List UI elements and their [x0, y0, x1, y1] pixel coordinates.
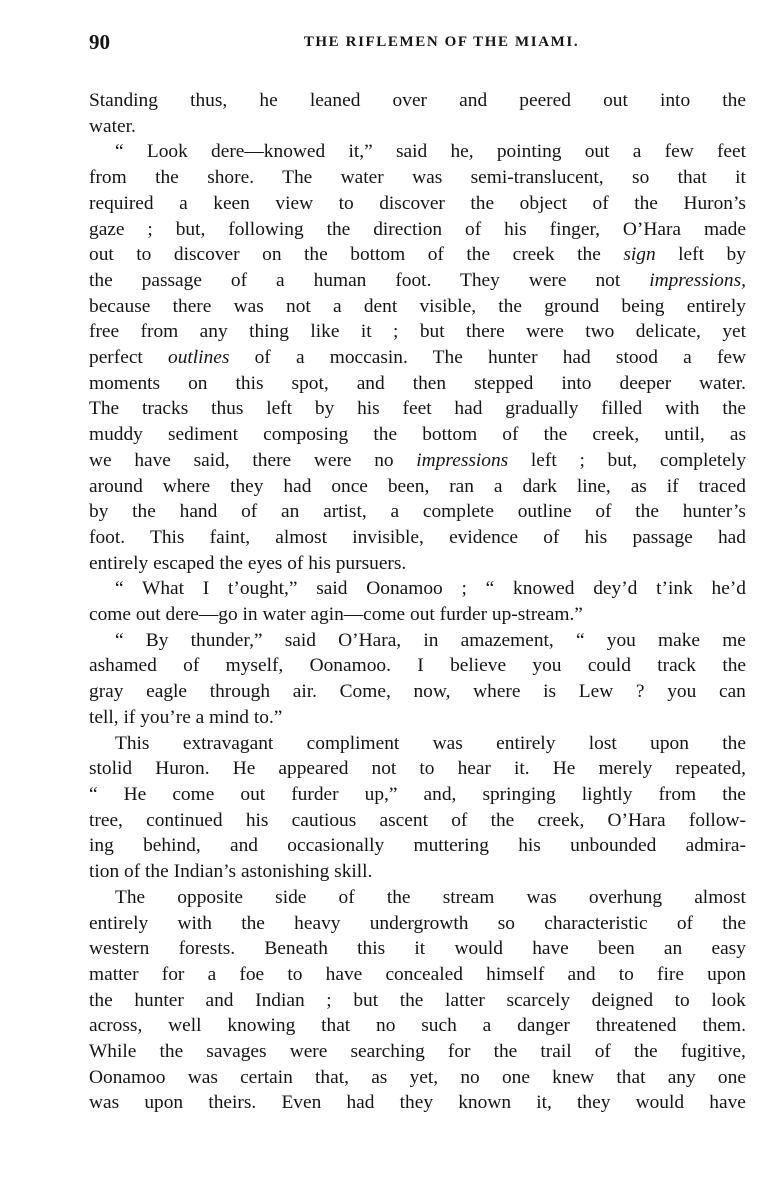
- running-title: THE RIFLEMEN OF THE MIAMI.: [303, 34, 580, 50]
- text-line: around where they had once been, ran a dark line, as if traced: [89, 475, 746, 497]
- text-line: the passage of a human foot. They were not impressions,: [89, 269, 746, 291]
- text-line: gaze ; but, following the direction of his finger, O’Hara made: [89, 218, 746, 240]
- text-line: stolid Huron. He appeared not to hear it. He merely repeated,: [89, 758, 746, 780]
- text-line: was upon theirs. Even had they known it, they would have: [89, 1092, 746, 1114]
- text-line: moments on this spot, and then stepped into deeper water.: [89, 372, 747, 394]
- text-line: come out dere—go in water agin—come out furder up-stream.”: [89, 604, 583, 626]
- text-line: “ Look dere—knowed it,” said he, pointing out a few feet: [115, 141, 747, 163]
- text-line: water.: [89, 115, 136, 137]
- text-line: “ What I t’ought,” said Oonamoo ; “ knowed dey’d t’ink he’d: [115, 578, 746, 600]
- text-line: required a keen view to discover the object of the Huron’s: [89, 192, 746, 214]
- text-line: Oonamoo was certain that, as yet, no one knew that any one: [89, 1066, 746, 1088]
- text-line: by the hand of an artist, a complete outline of the hunter’s: [89, 501, 746, 523]
- text-line: perfect outlines of a moccasin. The hunter had stood a few: [89, 347, 747, 369]
- text-line: “ He come out furder up,” and, springing lightly from the: [89, 783, 746, 805]
- text-line: because there was not a dent visible, the ground being entirely: [89, 295, 746, 317]
- paragraph: [89, 885, 746, 1116]
- text-line: entirely with the heavy undergrowth so characteristic of the: [89, 912, 746, 934]
- text-line: foot. This faint, almost invisible, evidence of his passage had: [89, 526, 746, 548]
- text-line: out to discover on the bottom of the creek the sign left by: [89, 244, 746, 266]
- text-line: we have said, there were no impressions left ; but, completely: [89, 449, 747, 471]
- text-line: tell, if you’re a mind to.”: [89, 706, 283, 728]
- text-line: muddy sediment composing the bottom of the creek, until, as: [89, 424, 747, 446]
- paragraph: [89, 731, 746, 885]
- paragraph: [89, 628, 746, 731]
- text-line: matter for a foe to have concealed himself and to fire upon: [89, 963, 746, 985]
- text-line: Standing thus, he leaned over and peered out into the: [89, 90, 746, 111]
- text-line: across, well knowing that no such a danger threatened them.: [89, 1015, 746, 1037]
- text-line: This extravagant compliment was entirely lost upon the: [115, 732, 746, 754]
- paragraph: [89, 576, 746, 627]
- text-line: ing behind, and occasionally muttering his unbounded admira-: [89, 835, 746, 857]
- running-head: [89, 30, 754, 60]
- text-line: tree, continued his cautious ascent of the creek, O’Hara follow-: [89, 809, 746, 831]
- text-line: from the shore. The water was semi-translucent, so that it: [89, 167, 746, 189]
- text-line: gray eagle through air. Come, now, where is Lew ? you can: [89, 681, 746, 703]
- body-text: [89, 88, 746, 1116]
- text-line: free from any thing like it ; but there were two delicate, yet: [89, 321, 747, 343]
- text-line: the hunter and Indian ; but the latter scarcely deigned to look: [89, 989, 746, 1011]
- text-line: “ By thunder,” said O’Hara, in amazement, “ you make me: [115, 629, 746, 651]
- text-line: The opposite side of the stream was overhung almost: [115, 886, 746, 908]
- text-line: While the savages were searching for the trail of the fugitive,: [89, 1041, 746, 1063]
- text-line: The tracks thus left by his feet had gradually filled with the: [89, 398, 747, 420]
- paragraph: [89, 88, 746, 139]
- page-number: 90: [89, 30, 110, 54]
- text-line: tion of the Indian’s astonishing skill.: [89, 861, 373, 883]
- text-line: western forests. Beneath this it would have been an easy: [89, 938, 746, 960]
- paragraph: [89, 139, 746, 576]
- text-line: entirely escaped the eyes of his pursuers.: [89, 552, 407, 574]
- text-line: ashamed of myself, Oonamoo. I believe you could track the: [89, 655, 747, 677]
